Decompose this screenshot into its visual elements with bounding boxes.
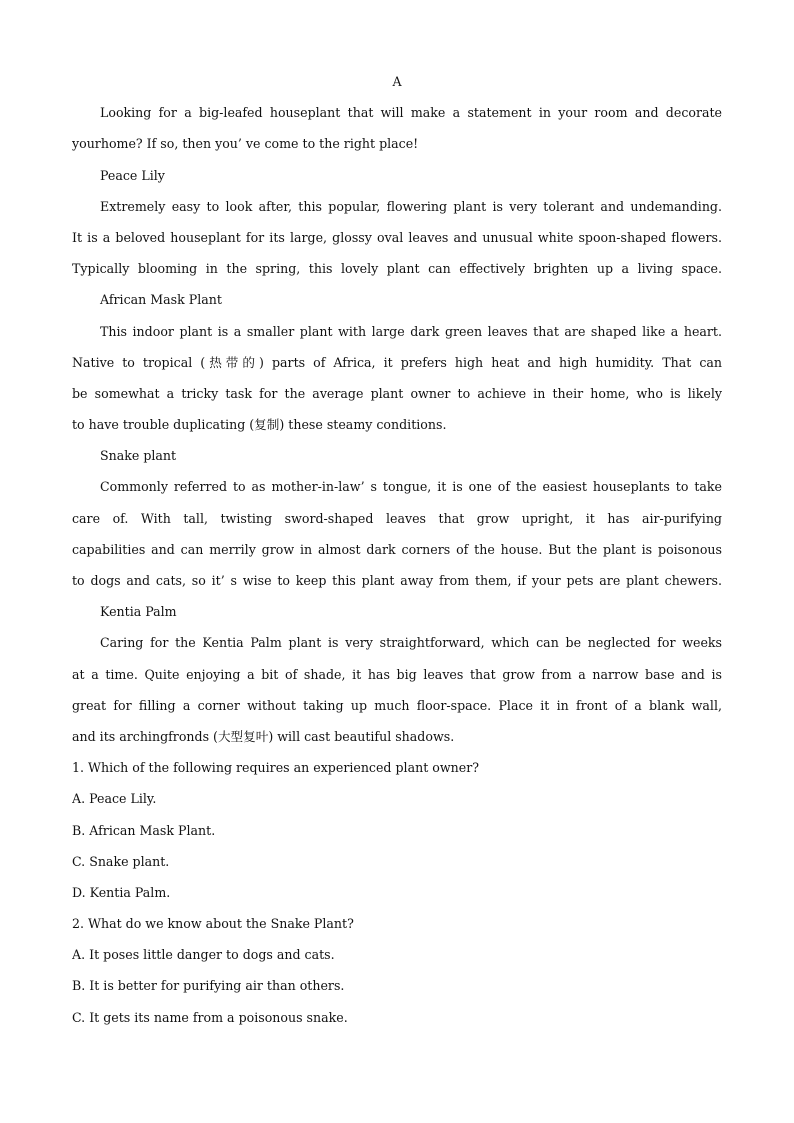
plant-description-line: Typically blooming in the spring, this lovely plant can effectively brighten up a living space. — [72, 261, 722, 277]
answer-option: D. Kentia Palm. — [72, 884, 171, 900]
plant-section-snake-plant — [72, 440, 722, 596]
answer-option: A. It poses little danger to dogs and cats. — [72, 947, 335, 963]
intro-paragraph — [72, 97, 722, 159]
plant-description-line: to have trouble duplicating (复制) these steamy conditions. — [72, 417, 447, 433]
answer-option: A. Peace Lily. — [72, 791, 157, 807]
plant-section-african-mask-plant — [72, 284, 722, 440]
plant-description-line: care of. With tall, twisting sword-shaped leaves that grow upright, it has air-purifying — [72, 510, 722, 526]
passage-label: A — [392, 74, 402, 89]
plant-description-line: Commonly referred to as mother-in-law’ s tongue, it is one of the easiest houseplants to take — [100, 479, 722, 495]
plant-description-line: Native to tropical (热带的) parts of Africa, it prefers high heat and high humidity. That can — [72, 354, 722, 370]
answer-option: B. African Mask Plant. — [72, 822, 216, 838]
plant-heading: African Mask Plant — [100, 292, 222, 308]
plant-description-line: great for filling a corner without taking up much floor-space. Place it in front of a blank wall, — [72, 697, 722, 713]
question-stem: 2. What do we know about the Snake Plant? — [72, 916, 354, 932]
answer-option: C. Snake plant. — [72, 853, 170, 869]
plant-section-kentia-palm — [72, 596, 722, 752]
question-2 — [72, 908, 722, 1033]
plant-description-line: and its archingfronds (大型复叶) will cast beautiful shadows. — [72, 728, 455, 744]
question-stem: 1. Which of the following requires an experienced plant owner? — [72, 760, 479, 776]
plant-description-line: Caring for the Kentia Palm plant is very straightforward, which can be neglected for weeks — [100, 635, 722, 651]
plant-description-line: capabilities and can merrily grow in almost dark corners of the house. But the plant is poisonous — [72, 541, 722, 557]
plant-description-line: It is a beloved houseplant for its large, glossy oval leaves and unusual white spoon-shaped flowers. — [72, 229, 722, 245]
plant-description-line: to dogs and cats, so it’ s wise to keep this plant away from them, if your pets are plant chewers. — [72, 573, 722, 588]
plant-heading: Snake plant — [100, 448, 177, 464]
question-1 — [72, 752, 722, 908]
document-page — [72, 66, 722, 1033]
answer-option: B. It is better for purifying air than others. — [72, 978, 345, 994]
plant-description-line: at a time. Quite enjoying a bit of shade, it has big leaves that grow from a narrow base and is — [72, 666, 722, 682]
plant-section-peace-lily — [72, 160, 722, 285]
intro-line: Looking for a big-leafed houseplant that will make a statement in your room and decorate — [100, 105, 722, 121]
plant-heading: Kentia Palm — [100, 604, 177, 620]
plant-description-line: be somewhat a tricky task for the average plant owner to achieve in their home, who is likely — [72, 385, 722, 401]
plant-description-line: Extremely easy to look after, this popular, flowering plant is very tolerant and undemanding. — [100, 198, 722, 214]
intro-line: yourhome? If so, then you’ ve come to the right place! — [72, 136, 419, 152]
plant-description-line: This indoor plant is a smaller plant with large dark green leaves that are shaped like a heart. — [100, 323, 722, 339]
plant-heading: Peace Lily — [100, 167, 165, 183]
answer-option: C. It gets its name from a poisonous snake. — [72, 1009, 348, 1025]
